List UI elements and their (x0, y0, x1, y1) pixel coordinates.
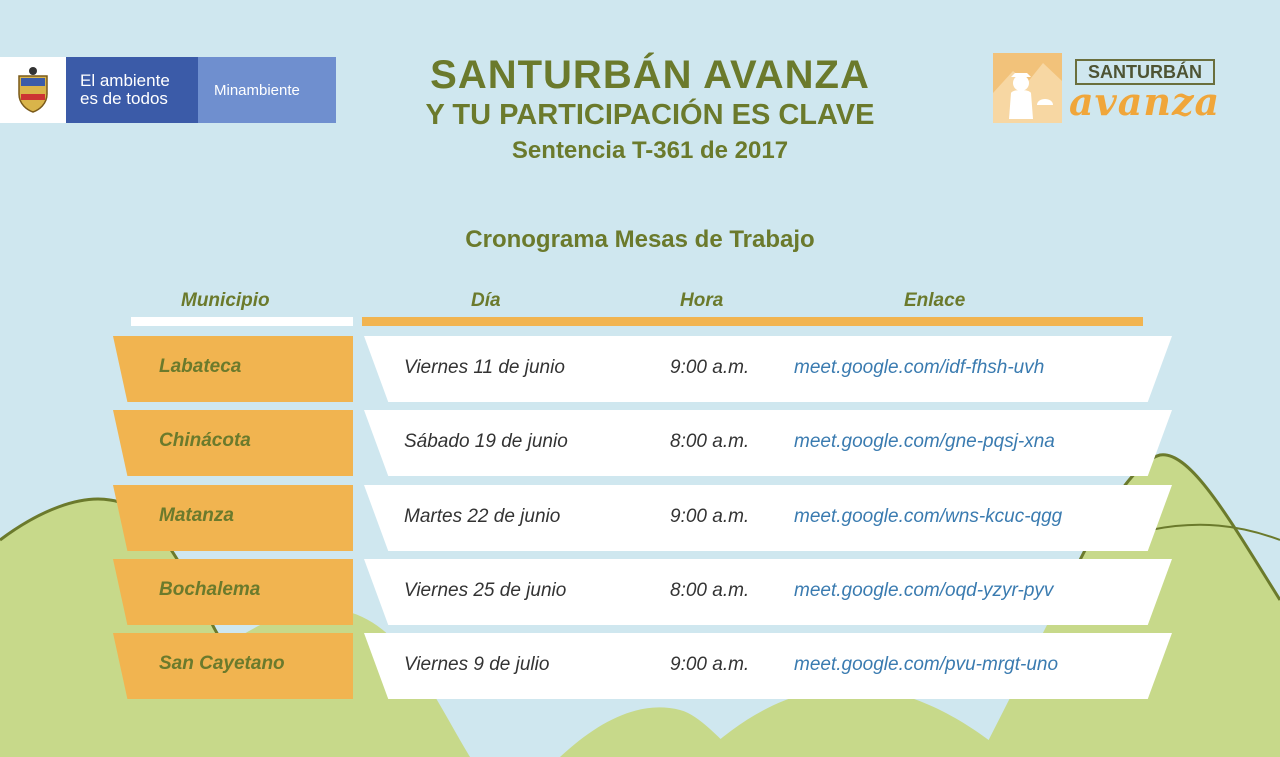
gov-slogan (66, 57, 198, 123)
row-day: Viernes 11 de junio (404, 357, 565, 378)
gov-slogan-line2: es de todos (80, 89, 168, 108)
municipio-name: Bochalema (159, 579, 261, 600)
meeting-link[interactable]: meet.google.com/gne-pqsj-xna (794, 431, 1055, 452)
row-time: 9:00 a.m. (670, 654, 750, 675)
coat-of-arms-icon (0, 57, 66, 123)
page-title: SANTURBÁN AVANZA (430, 53, 870, 97)
header-dia: Día (471, 290, 501, 311)
table-row (0, 633, 1280, 699)
title-block (320, 52, 980, 168)
header-underline-white (131, 317, 353, 326)
brand-logo-top: SANTURBÁN (1075, 59, 1215, 85)
page-title-line3: Sentencia T-361 de 2017 (511, 137, 789, 164)
municipio-name: Chinácota (159, 430, 251, 451)
municipio-name: Labateca (159, 356, 242, 377)
table-row (0, 410, 1280, 476)
table-row (0, 559, 1280, 625)
farmer-icon (993, 53, 1062, 123)
page-title-line2: Y TU PARTICIPACIÓN ES CLAVE (425, 99, 875, 131)
gov-logo (0, 57, 336, 123)
municipio-name: San Cayetano (159, 653, 285, 674)
row-day: Sábado 19 de junio (404, 431, 568, 452)
gov-slogan-line1: El ambiente (80, 71, 170, 90)
table-row (0, 336, 1280, 402)
row-time: 9:00 a.m. (670, 357, 750, 378)
meeting-link[interactable]: meet.google.com/pvu-mrgt-uno (794, 654, 1059, 675)
meeting-link[interactable]: meet.google.com/wns-kcuc-qgg (794, 506, 1063, 527)
schedule-subtitle: Cronograma Mesas de Trabajo (465, 226, 815, 253)
ministry-label: Minambiente (198, 57, 336, 123)
row-day: Viernes 9 de julio (404, 654, 550, 675)
row-time: 8:00 a.m. (670, 431, 750, 452)
table-row (0, 485, 1280, 551)
row-time: 8:00 a.m. (670, 580, 750, 601)
header-underline-orange (362, 317, 1143, 326)
meeting-link[interactable]: meet.google.com/oqd-yzyr-pyv (794, 580, 1054, 601)
brand-logo-bottom: avanza (1069, 79, 1221, 124)
municipio-name: Matanza (159, 505, 234, 526)
header-hora: Hora (680, 290, 724, 311)
row-day: Viernes 25 de junio (404, 580, 567, 601)
row-time: 9:00 a.m. (670, 506, 750, 527)
header-enlace: Enlace (904, 290, 966, 311)
meeting-link[interactable]: meet.google.com/idf-fhsh-uvh (794, 357, 1045, 378)
row-day: Martes 22 de junio (404, 506, 561, 527)
header-municipio: Municipio (181, 290, 270, 311)
brand-logo (993, 53, 1233, 123)
